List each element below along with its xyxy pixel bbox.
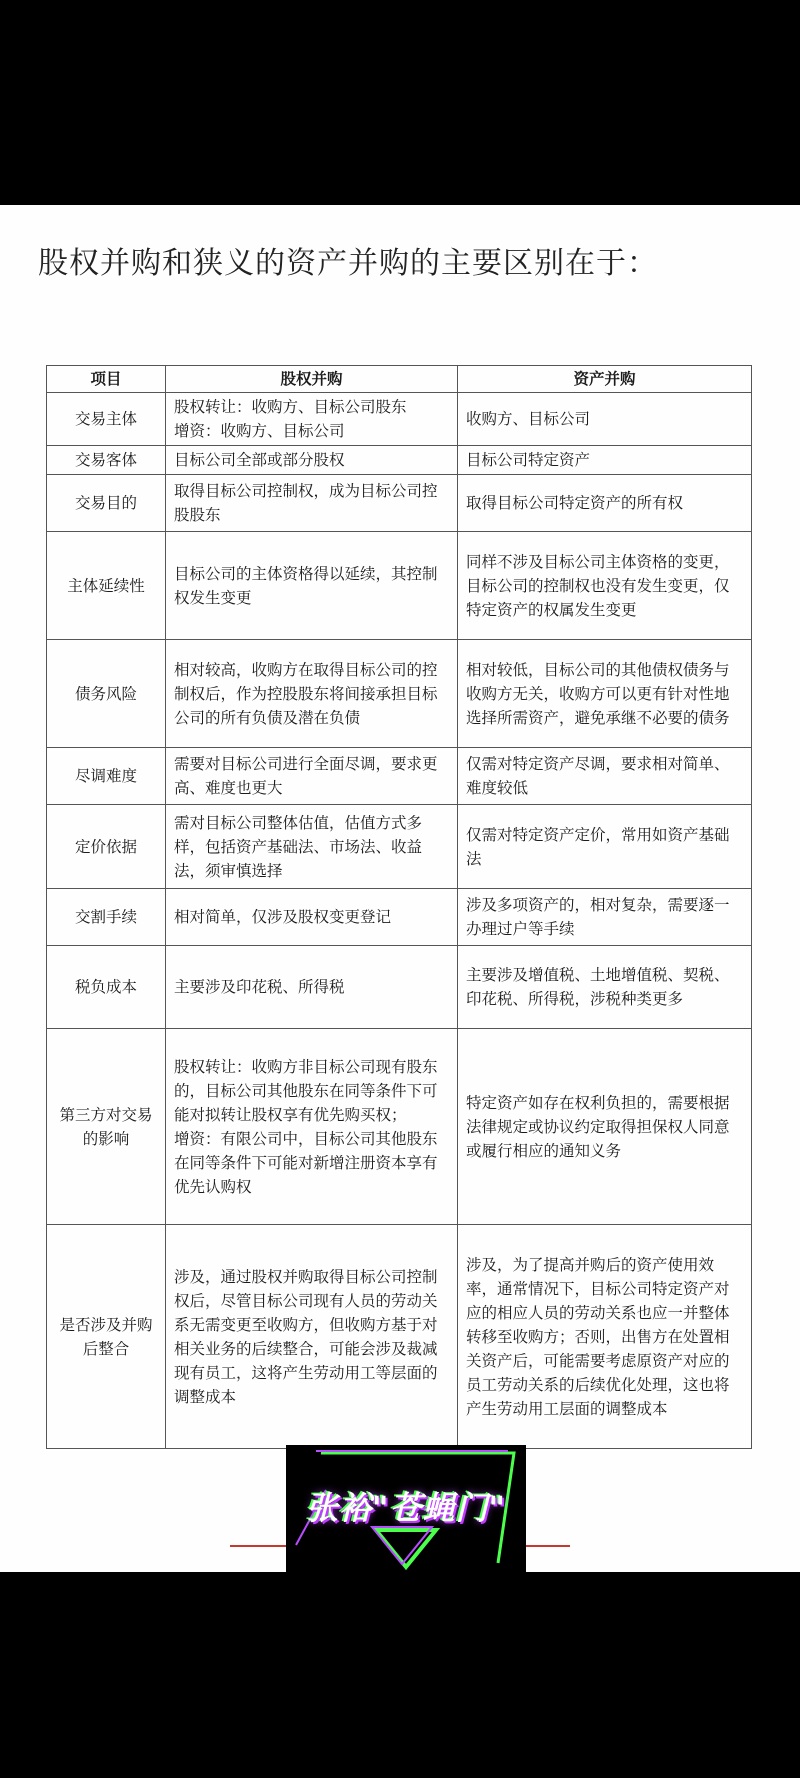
comparison-table <box>46 365 752 1449</box>
row-asset: 取得目标公司特定资产的所有权 <box>458 475 752 532</box>
row-equity: 主要涉及印花税、所得税 <box>166 946 458 1029</box>
row-item: 交易目的 <box>47 475 166 532</box>
table-row <box>47 640 752 748</box>
row-asset: 主要涉及增值税、土地增值税、契税、印花税、所得税，涉税种类更多 <box>458 946 752 1029</box>
row-item: 尽调难度 <box>47 748 166 805</box>
row-item: 税负成本 <box>47 946 166 1029</box>
row-equity: 目标公司全部或部分股权 <box>166 446 458 475</box>
row-equity: 取得目标公司控制权，成为目标公司控股股东 <box>166 475 458 532</box>
divider-line-left <box>230 1545 286 1547</box>
header-item: 项目 <box>47 366 166 393</box>
row-equity: 需要对目标公司进行全面尽调，要求更高、难度也更大 <box>166 748 458 805</box>
row-equity: 涉及，通过股权并购取得目标公司控制权后，尽管目标公司现有人员的劳动关系无需变更至收购方，但收购方基于对相关业务的后续整合，可能会涉及裁减现有员工，这将产生劳动用工等层面的调整成本 <box>166 1225 458 1449</box>
row-equity: 相对简单，仅涉及股权变更登记 <box>166 889 458 946</box>
document-page <box>0 205 800 1572</box>
row-item: 主体延续性 <box>47 532 166 640</box>
table-row <box>47 475 752 532</box>
table-header-row <box>47 366 752 393</box>
row-asset: 仅需对特定资产尽调，要求相对简单、难度较低 <box>458 748 752 805</box>
row-asset: 收购方、目标公司 <box>458 393 752 446</box>
table-row <box>47 805 752 889</box>
row-equity: 股权转让：收购方非目标公司现有股东的，目标公司其他股东在同等条件下可能对拟转让股权享有优先购买权； 增资：有限公司中，目标公司其他股东在同等条件下可能对新增注册资本享有优先认购权 <box>166 1029 458 1225</box>
stamp-text: 张裕"苍蝇门" <box>305 1489 507 1527</box>
header-equity: 股权并购 <box>166 366 458 393</box>
row-equity: 相对较高，收购方在取得目标公司的控制权后，作为控股股东将间接承担目标公司的所有负债及潜在负债 <box>166 640 458 748</box>
row-item: 交易主体 <box>47 393 166 446</box>
table-row <box>47 889 752 946</box>
row-item: 定价依据 <box>47 805 166 889</box>
row-item: 是否涉及并购后整合 <box>47 1225 166 1449</box>
row-asset: 目标公司特定资产 <box>458 446 752 475</box>
table-row <box>47 393 752 446</box>
table-row <box>47 532 752 640</box>
table-row <box>47 748 752 805</box>
table-row <box>47 446 752 475</box>
table-row <box>47 1029 752 1225</box>
row-equity: 股权转让：收购方、目标公司股东 增资：收购方、目标公司 <box>166 393 458 446</box>
row-asset: 相对较低，目标公司的其他债权债务与收购方无关，收购方可以更有针对性地选择所需资产，避免承继不必要的债务 <box>458 640 752 748</box>
watermark-stamp <box>286 1445 526 1572</box>
row-asset: 同样不涉及目标公司主体资格的变更，目标公司的控制权也没有发生变更，仅特定资产的权属发生变更 <box>458 532 752 640</box>
table-row <box>47 946 752 1029</box>
row-item: 交割手续 <box>47 889 166 946</box>
table-row <box>47 1225 752 1449</box>
row-item: 第三方对交易的影响 <box>47 1029 166 1225</box>
header-asset: 资产并购 <box>458 366 752 393</box>
divider-line-right <box>526 1545 570 1547</box>
row-item: 交易客体 <box>47 446 166 475</box>
row-asset: 涉及，为了提高并购后的资产使用效率，通常情况下，目标公司特定资产对应的相应人员的劳动关系也应一并整体转移至收购方；否则，出售方在处置相关资产后，可能需要考虑原资产对应的员工劳动关系的后续优化处理，这也将产生劳动用工层面的调整成本 <box>458 1225 752 1449</box>
page-title: 股权并购和狭义的资产并购的主要区别在于： <box>38 246 658 281</box>
row-asset: 涉及多项资产的，相对复杂，需要逐一办理过户等手续 <box>458 889 752 946</box>
row-item: 债务风险 <box>47 640 166 748</box>
row-equity: 需对目标公司整体估值，估值方式多样，包括资产基础法、市场法、收益法，须审慎选择 <box>166 805 458 889</box>
row-asset: 仅需对特定资产定价，常用如资产基础法 <box>458 805 752 889</box>
row-asset: 特定资产如存在权利负担的，需要根据法律规定或协议约定取得担保权人同意或履行相应的通知义务 <box>458 1029 752 1225</box>
row-equity: 目标公司的主体资格得以延续，其控制权发生变更 <box>166 532 458 640</box>
